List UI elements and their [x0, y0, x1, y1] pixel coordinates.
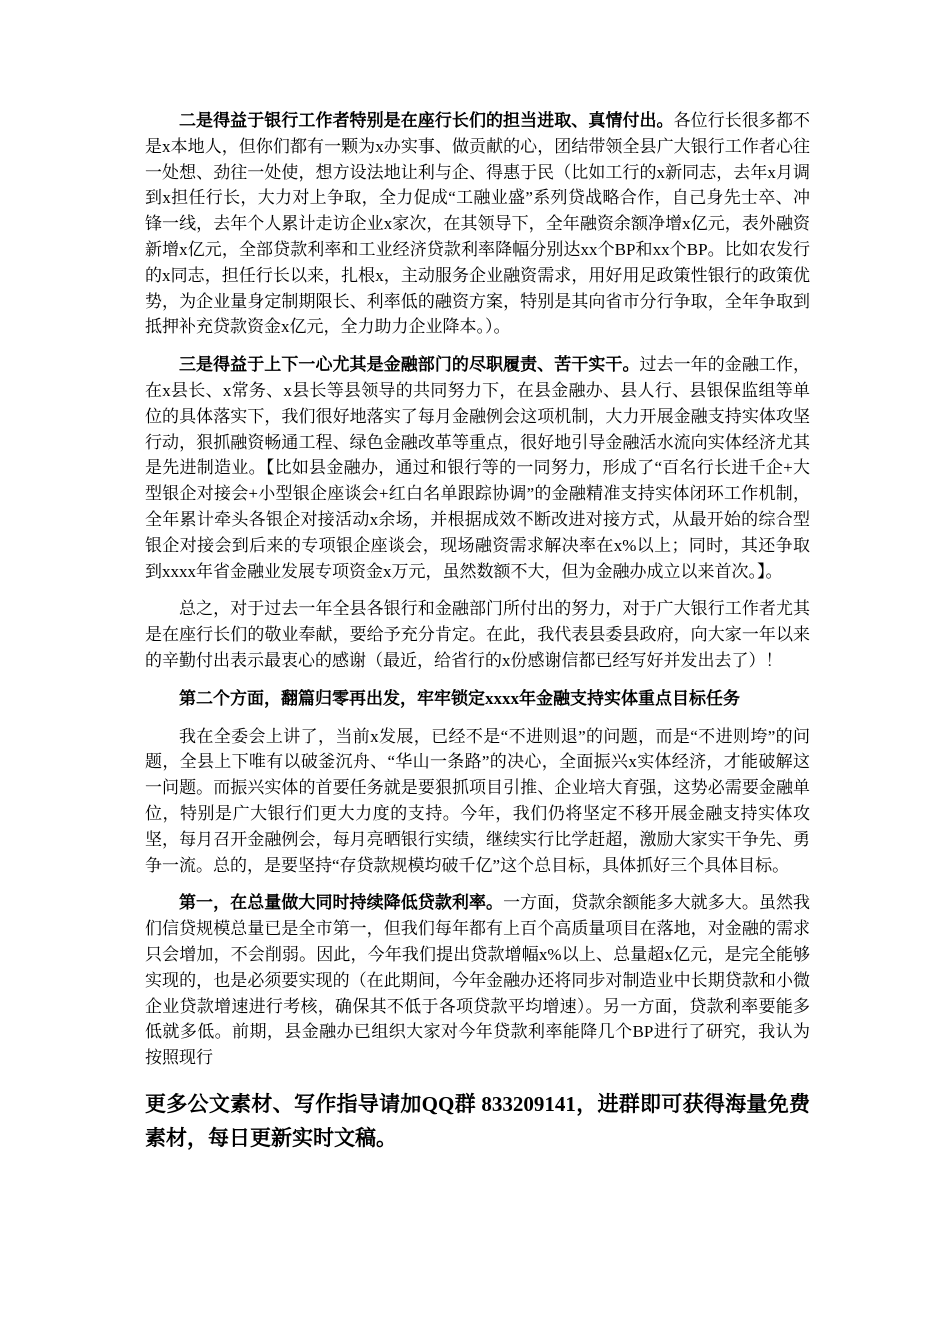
paragraph-lead: 三是得益于上下一心尤其是金融部门的尽职履责、苦干实干。 [179, 355, 640, 375]
paragraph [145, 352, 810, 584]
paragraph-lead: 第二个方面，翻篇归零再出发，牢牢锁定xxxx年金融支持实体重点目标任务 [179, 688, 740, 708]
paragraph-body: 各位行长很多都不是x本地人，但你们都有一颗为x办实事、做贡献的心，团结带领全县广大银行工作者心往一处想、劲往一处使，想方设法地让利与企、得惠于民（比如工行的x新同志，去年x月调到x担任行长，大力对上争取，全力促成“工融业盛”系列贷战略合作，自己身先士卒、冲锋一线，去年个人累计走访企业x家次，在其领导下，全年融资余额净增x亿元，表外融资新增x亿元，全部贷款利率和工业经济贷款利率降幅分别达xx个BP和xx个BP。比如农发行的x同志，担任行长以来，扎根x，主动服务企业融资需求，用好用足政策性银行的政策优势，为企业量身定制期限长、利率低的融资方案，特别是其向省市分行争取，全年争取到抵押补充贷款资金x亿元，全力助力企业降本。）。 [145, 111, 810, 337]
footer-promo: 更多公文素材、写作指导请加QQ群 833209141，进群即可获得海量免费素材，每日更新实时文稿。 [145, 1091, 810, 1150]
paragraph-lead: 第一，在总量做大同时持续降低贷款利率。 [179, 893, 504, 913]
paragraph-body: 过去一年的金融工作，在x县长、x常务、x县长等县领导的共同努力下，在县金融办、县人行、县银保监组等单位的具体落实下，我们很好地落实了每月金融例会这项机制，大力开展金融支持实体攻坚行动，狠抓融资畅通工程、绿色金融改革等重点，很好地引导金融活水流向实体经济尤其是先进制造业。【比如县金融办，通过和银行等的一同努力，形成了“百名行长进千企+大型银企对接会+小型银企座谈会+红白名单跟踪协调”的金融精准支持实体闭环工作机制，全年累计牵头各银企对接活动x余场，并根据成效不断改进对接方式，从最开始的综合型银企对接会到后来的专项银企座谈会，现场融资需求解决率在x%以上；同时，其还争取到xxxx年省金融业发展专项资金x万元，虽然数额不大，但为金融办成立以来首次。】。 [145, 355, 810, 581]
section-heading [145, 686, 810, 712]
paragraph [145, 890, 810, 1071]
paragraph-body: 一方面，贷款余额能多大就多大。虽然我们信贷规模总量已是全市第一，但我们每年都有上百个高质量项目在落地，对金融的需求只会增加，不会削弱。因此，今年我们提出贷款增幅x%以上、总量超x亿元，是完全能够实现的，也是必须要实现的（在此期间，今年金融办还将同步对制造业中长期贷款和小微企业贷款增速进行考核，确保其不低于各项贷款平均增速）。另一方面，贷款利率要能多低就多低。前期，县金融办已组织大家对今年贷款利率能降几个BP进行了研究，我认为按照现行 [145, 893, 811, 1068]
paragraph [145, 724, 810, 879]
paragraph [145, 596, 810, 673]
paragraph-body: 总之，对于过去一年全县各银行和金融部门所付出的努力，对于广大银行工作者尤其是在座行长们的敬业奉献，要给予充分肯定。在此，我代表县委县政府，向大家一年以来的辛勤付出表示最衷心的感谢（最近，给省行的x份感谢信都已经写好并发出去了）！ [145, 599, 810, 670]
paragraph-lead: 二是得益于银行工作者特别是在座行长们的担当进取、真情付出。 [179, 111, 674, 130]
document-body [145, 108, 810, 1071]
paragraph [145, 108, 810, 340]
paragraph-body: 我在全委会上讲了，当前x发展，已经不是“不进则退”的问题，而是“不进则垮”的问题，全县上下唯有以破釜沉舟、“华山一条路”的决心，全面振兴x实体经济，才能破解这一问题。而振兴实体的首要任务就是要狠抓项目引推、企业培大育强，这势必需要金融单位，特别是广大银行们更大力度的支持。今年，我们仍将坚定不移开展金融支持实体攻坚，每月召开金融例会，每月亮晒银行实绩，继续实行比学赶超，激励大家实干争先、勇争一流。总的，是要坚持“存贷款规模均破千亿”这个总目标，具体抓好三个具体目标。 [145, 726, 810, 875]
